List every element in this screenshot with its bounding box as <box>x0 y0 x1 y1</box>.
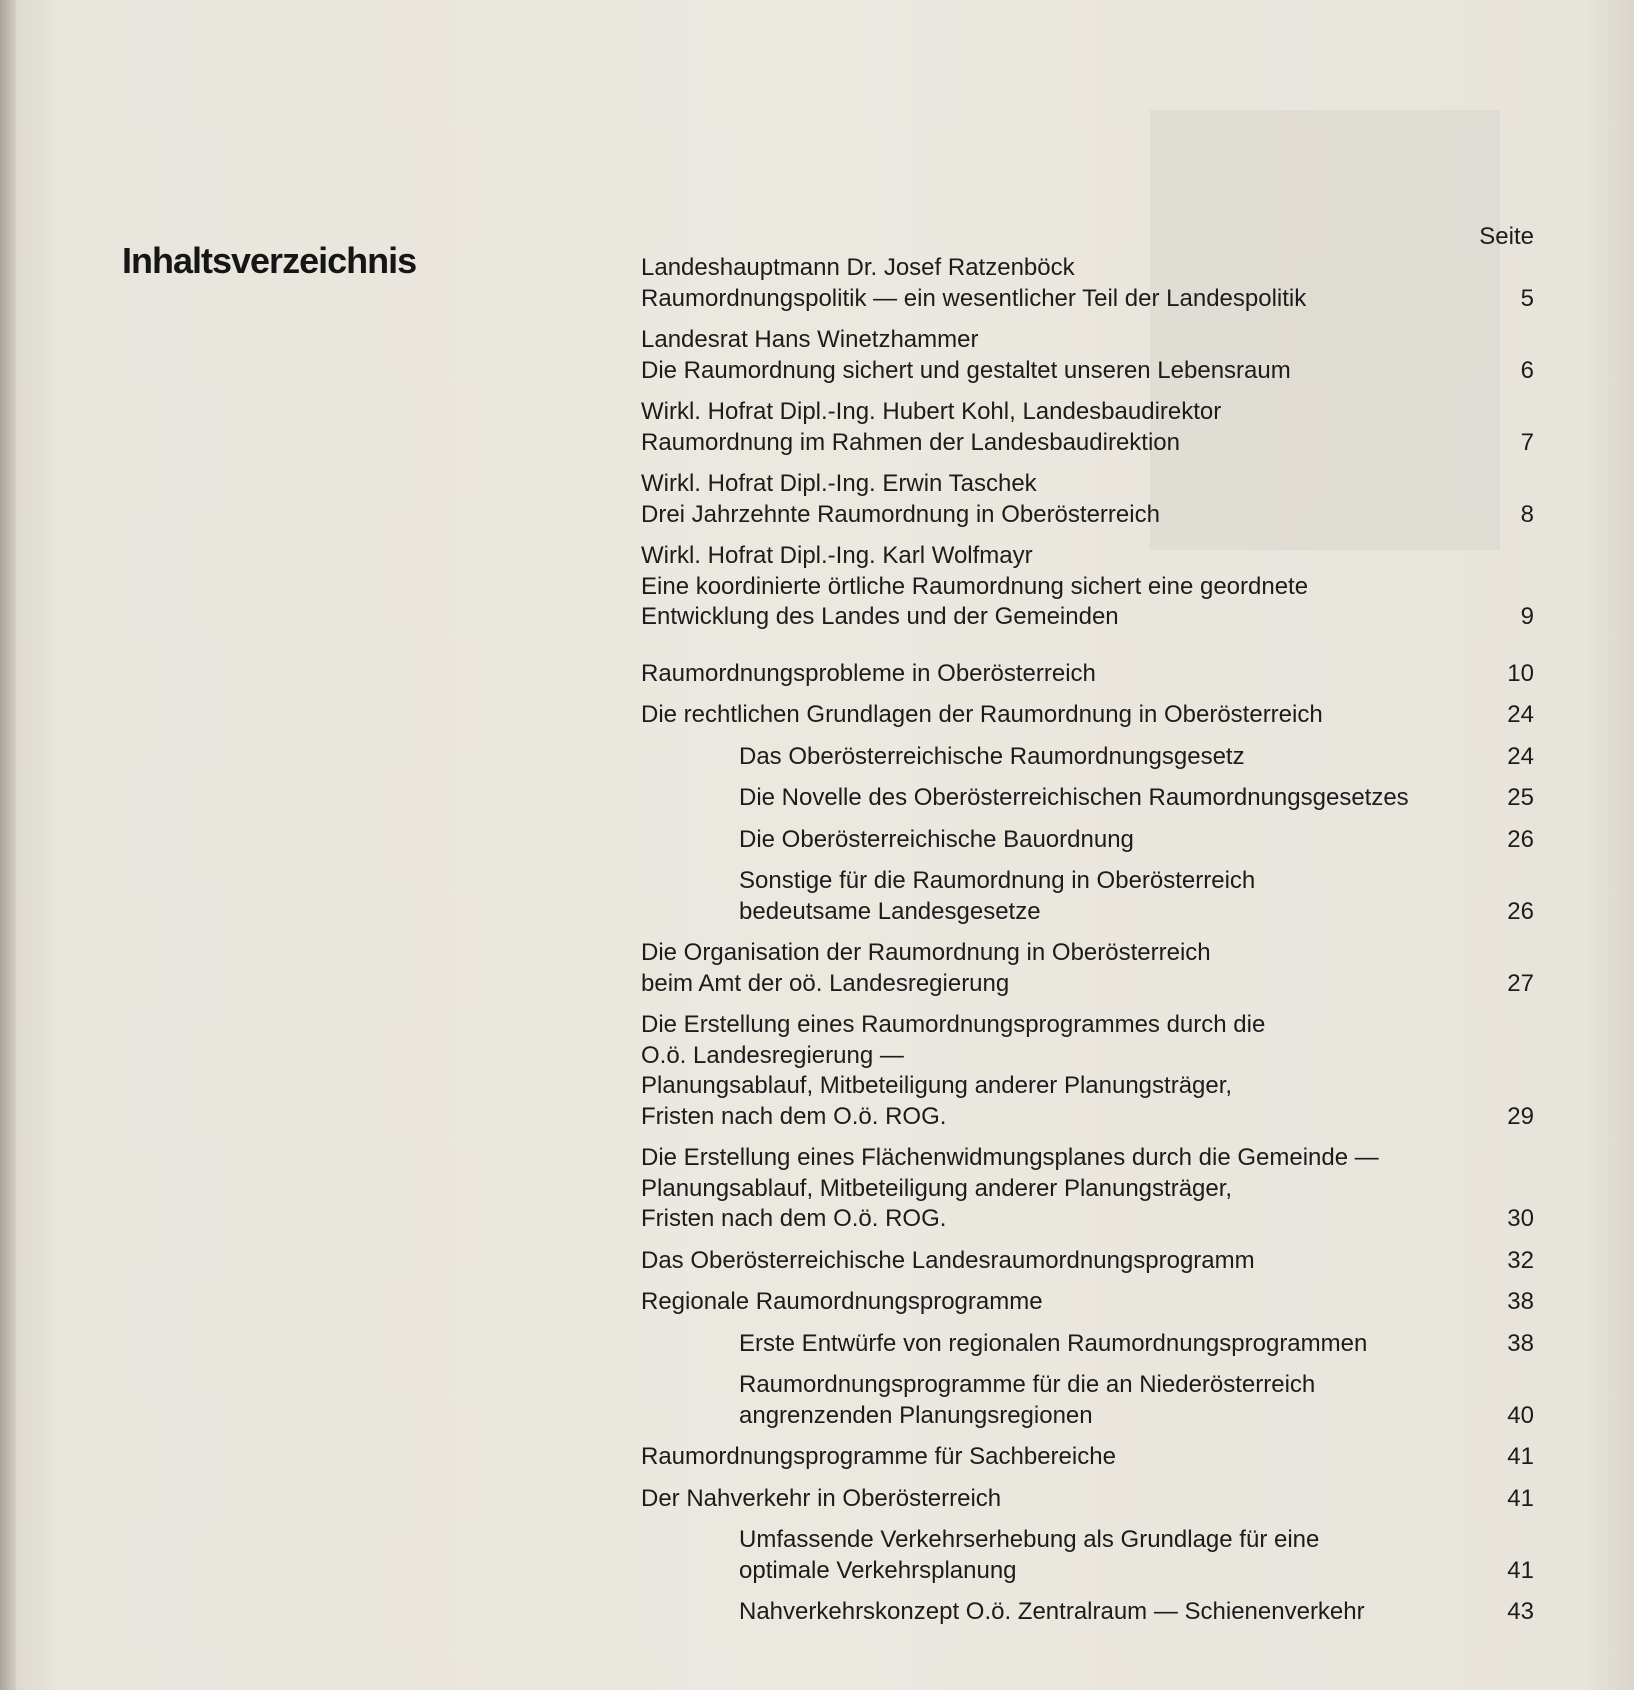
toc-entry-line: Die rechtlichen Grundlagen der Raumordnung in Oberösterreich <box>641 701 1323 728</box>
toc-page-number: 25 <box>1507 784 1534 811</box>
toc-subentry <box>641 866 1534 927</box>
toc-entry-line: Nahverkehrskonzept O.ö. Zentralraum — Schienenverkehr <box>739 1598 1365 1625</box>
toc-entry-line: beim Amt der oö. Landesregierung <box>641 969 1010 997</box>
toc-entry-line: bedeutsame Landesgesetze <box>739 897 1041 925</box>
toc-page-number: 8 <box>1520 500 1534 528</box>
toc-subentry <box>641 825 1534 856</box>
toc-page-number: 32 <box>1507 1246 1534 1274</box>
toc-entry-line: Raumordnungsprogramme für die an Niederösterreich <box>739 1371 1316 1398</box>
toc-entry-line: Landeshauptmann Dr. Josef Ratzenböck <box>641 254 1075 281</box>
toc-subentry <box>641 1525 1534 1586</box>
toc-page-number: 29 <box>1507 1102 1534 1130</box>
toc-entry-line: Die Novelle des Oberösterreichischen Raumordnungsgesetzes <box>739 784 1409 811</box>
toc-entry <box>641 659 1534 690</box>
toc-entry <box>641 397 1534 458</box>
toc-entry-line: Die Organisation der Raumordnung in Oberösterreich <box>641 939 1211 966</box>
toc-entry-line: Planungsablauf, Mitbeteiligung anderer Planungsträger, <box>641 1072 1233 1099</box>
page-title: Inhaltsverzeichnis <box>122 240 417 281</box>
toc-page-number: 9 <box>1520 603 1534 630</box>
toc-entry-line: O.ö. Landesregierung — <box>641 1041 904 1069</box>
toc-entry-line: Die Raumordnung sichert und gestaltet unseren Lebensraum <box>641 356 1291 384</box>
toc-entry <box>641 325 1534 386</box>
toc-page-number: 40 <box>1507 1401 1534 1429</box>
toc-page-number: 41 <box>1507 1443 1534 1470</box>
toc-page-number: 5 <box>1520 284 1534 312</box>
toc-page-number: 7 <box>1520 428 1534 456</box>
toc-page-number: 26 <box>1507 897 1534 925</box>
toc-entry-line: Die Erstellung eines Raumordnungsprogrammes durch die <box>641 1011 1266 1038</box>
toc-entry-line: Drei Jahrzehnte Raumordnung in Oberösterreich <box>641 500 1160 528</box>
toc-entry-line: angrenzenden Planungsregionen <box>739 1401 1093 1429</box>
toc-entry <box>641 469 1534 530</box>
toc-entry <box>641 938 1534 999</box>
toc-entry-line: Die Erstellung eines Flächenwidmungsplanes durch die Gemeinde — <box>641 1144 1379 1171</box>
toc-page-number: 41 <box>1507 1556 1534 1584</box>
book-spine-shadow <box>0 0 16 1690</box>
toc-subentry <box>641 1597 1534 1628</box>
toc-entry <box>641 1246 1534 1277</box>
toc-page-number: 24 <box>1507 701 1534 728</box>
toc-entry-line: Raumordnungsprogramme für Sachbereiche <box>641 1443 1116 1470</box>
toc-subentry <box>641 783 1534 814</box>
toc-entry-line: Die Oberösterreichische Bauordnung <box>739 825 1134 853</box>
toc-subentry <box>641 742 1534 773</box>
toc-entry-line: Umfassende Verkehrserhebung als Grundlage für eine <box>739 1526 1320 1553</box>
toc-entry <box>641 253 1534 314</box>
toc-subentry <box>641 1329 1534 1360</box>
toc-entry-line: Fristen nach dem O.ö. ROG. <box>641 1205 947 1232</box>
toc-entry-line: Landesrat Hans Winetzhammer <box>641 326 979 353</box>
toc-entry-line: Raumordnung im Rahmen der Landesbaudirektion <box>641 428 1180 456</box>
toc-entry-line: optimale Verkehrsplanung <box>739 1556 1017 1584</box>
toc-entry-line: Regionale Raumordnungsprogramme <box>641 1288 1043 1315</box>
toc-page-number: 41 <box>1507 1484 1534 1512</box>
toc-entry-line: Entwicklung des Landes und der Gemeinden <box>641 603 1119 630</box>
toc-entry <box>641 1442 1534 1473</box>
toc-entry <box>641 700 1534 731</box>
toc-entry-line: Fristen nach dem O.ö. ROG. <box>641 1102 947 1130</box>
table-of-contents <box>641 253 1534 1639</box>
toc-page-number: 27 <box>1507 969 1534 997</box>
toc-entry-line: Erste Entwürfe von regionalen Raumordnungsprogrammen <box>739 1329 1368 1357</box>
toc-page-number: 43 <box>1507 1598 1534 1625</box>
toc-entry-line: Wirkl. Hofrat Dipl.-Ing. Erwin Taschek <box>641 470 1037 497</box>
toc-entry <box>641 1484 1534 1515</box>
toc-entry <box>641 1010 1534 1132</box>
toc-entry-line: Wirkl. Hofrat Dipl.-Ing. Hubert Kohl, Landesbaudirektor <box>641 398 1222 425</box>
toc-entry-line: Der Nahverkehr in Oberösterreich <box>641 1484 1002 1512</box>
toc-entry-line: Sonstige für die Raumordnung in Oberösterreich <box>739 867 1256 894</box>
toc-entry-line: Raumordnungspolitik — ein wesentlicher Teil der Landespolitik <box>641 284 1307 312</box>
toc-entry-line: Planungsablauf, Mitbeteiligung anderer Planungsträger, <box>641 1174 1233 1202</box>
toc-page-number: 24 <box>1507 742 1534 770</box>
toc-page-number: 6 <box>1520 356 1534 384</box>
toc-entry-line: Raumordnungsprobleme in Oberösterreich <box>641 659 1096 687</box>
toc-entry-line: Das Oberösterreichische Landesraumordnungsprogramm <box>641 1246 1255 1274</box>
toc-entry <box>641 1287 1534 1318</box>
toc-subentry <box>641 1370 1534 1431</box>
toc-page-number: 10 <box>1507 659 1534 687</box>
toc-entry <box>641 541 1534 633</box>
toc-page-number: 38 <box>1507 1288 1534 1315</box>
toc-entry-line: Wirkl. Hofrat Dipl.-Ing. Karl Wolfmayr <box>641 542 1033 569</box>
page-column-header: Seite <box>1479 223 1534 250</box>
toc-entry <box>641 1143 1534 1235</box>
toc-entry-line: Eine koordinierte örtliche Raumordnung sichert eine geordnete <box>641 572 1309 600</box>
toc-page-number: 26 <box>1507 825 1534 853</box>
toc-page-number: 38 <box>1507 1329 1534 1357</box>
toc-entry-line: Das Oberösterreichische Raumordnungsgesetz <box>739 742 1245 770</box>
toc-page-number: 30 <box>1507 1205 1534 1232</box>
